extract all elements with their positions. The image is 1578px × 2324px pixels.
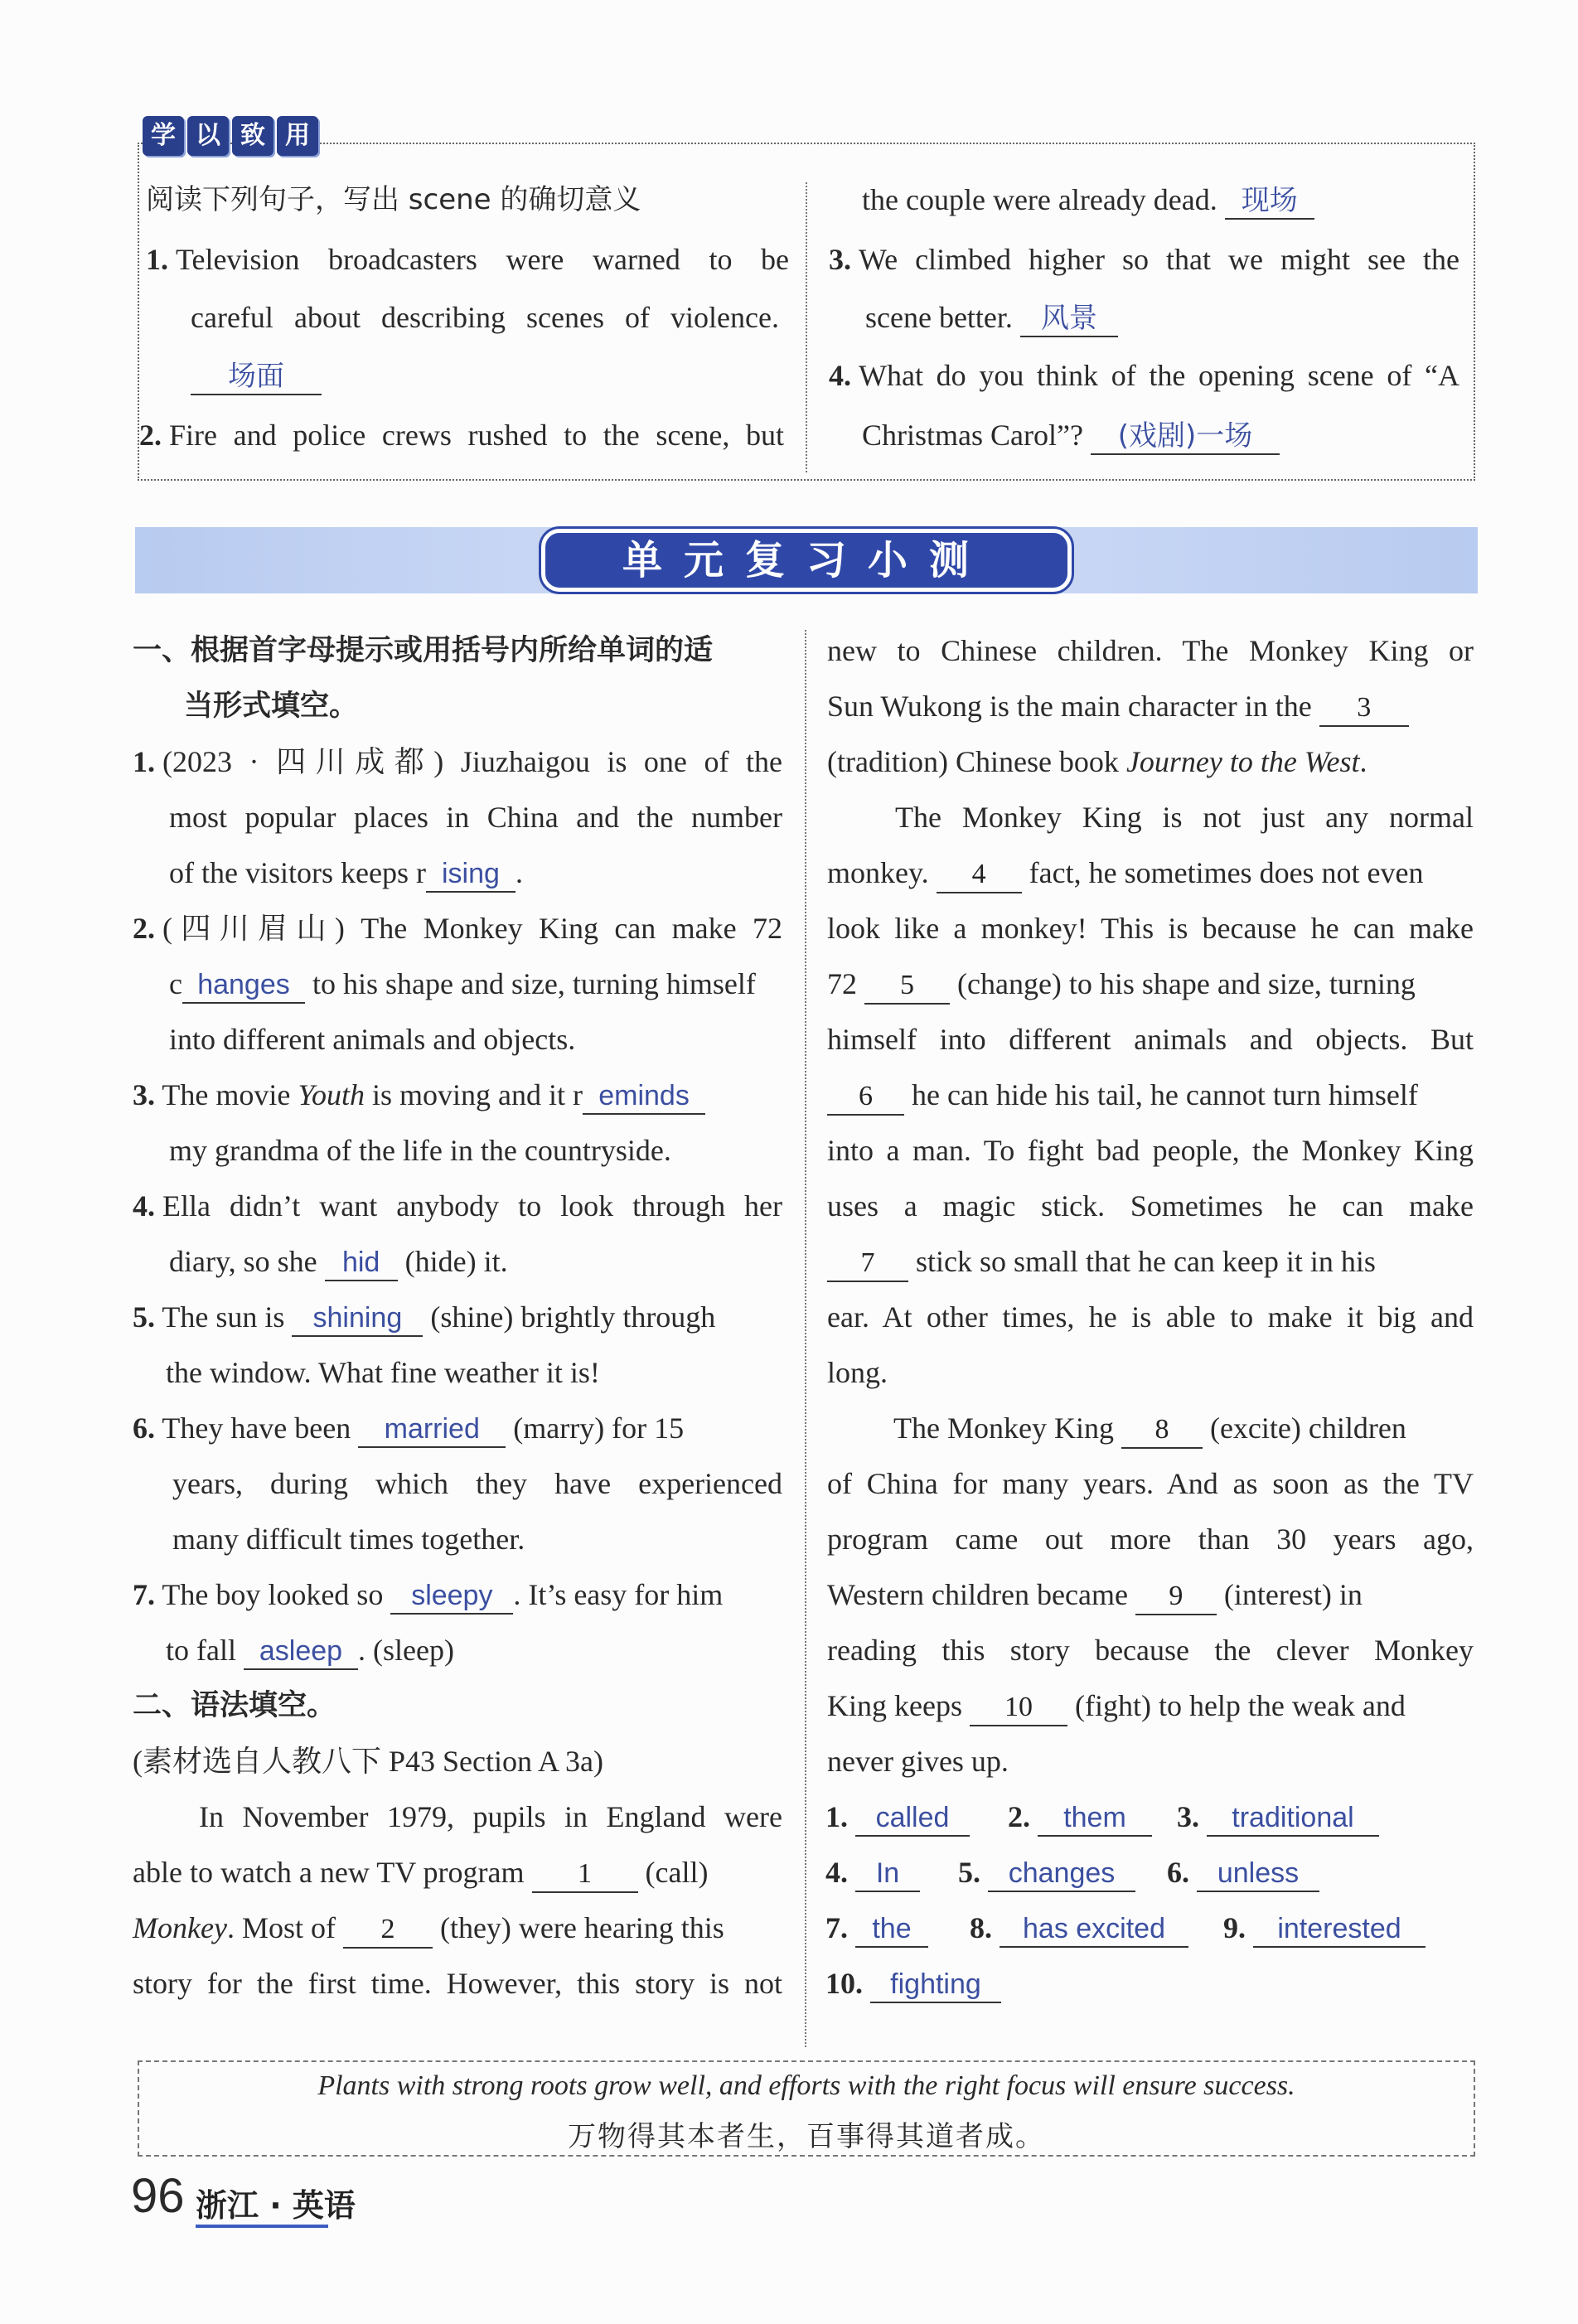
q-num: 1. [825,1800,848,1833]
passage-line [827,956,1416,1012]
q-text [169,845,523,901]
passage-segment: The Monkey King [893,1411,1114,1445]
passage-segment: stick so small that he can keep it in his [916,1245,1376,1278]
q-num: 9. [1223,1911,1246,1944]
passage-line [133,1845,782,1900]
q-text: scene better. [865,301,1013,334]
q-text: into different animals and objects. [169,1023,576,1056]
answer: the [855,1915,928,1948]
q-num: 2. [133,912,155,945]
passage-line: look like a monkey! This is because he can make [827,912,1474,945]
passage-line: himself into different animals and objects. But [827,1023,1474,1056]
passage-segment: (change) to his shape and size, turning [957,967,1416,1000]
blank: 5 [864,971,950,1005]
q-text [166,1623,454,1678]
answer-row [1177,1789,1379,1845]
practice-q2-cont [862,172,1314,228]
practice-q4-cont [862,408,1280,463]
passage-line: uses a magic stick. Sometimes he can make [827,1189,1474,1223]
passage-italic: Journey to the West [1125,745,1360,778]
answer: interested [1253,1915,1426,1948]
passage-segment: able to watch a new TV program [133,1856,525,1889]
answer-row [1167,1845,1319,1900]
q-text: Ella didn’t want anybody to look through her [162,1189,782,1223]
passage-segment: King keeps [827,1689,962,1722]
column-divider [805,630,806,2047]
answer: them [1038,1804,1152,1837]
q-text-segment: is moving and it r [365,1078,583,1111]
passage-line [827,679,1409,734]
q-text [169,1234,508,1290]
q-text: many difficult times together. [172,1523,525,1556]
tag-char: 致 [232,116,273,156]
answer: eminds [583,1082,705,1115]
answer: sleepy [390,1581,513,1615]
q-num: 1. [146,243,168,276]
blank: 7 [827,1249,908,1282]
answer: shining [292,1304,423,1337]
answer-row [970,1900,1188,1956]
passage-segment: fact, he sometimes does not even [1029,856,1424,889]
q-text-segment: They have been [162,1411,351,1445]
passage-line [827,1678,1406,1734]
q-text-segment: The sun is [162,1300,285,1334]
passage-line: of China for many years. And as soon as the TV [827,1467,1474,1500]
quote-chinese: 万物得其本者生，百事得其道者成。 [568,2122,1045,2152]
answer: hanges [182,971,305,1004]
q-text-segment: of the visitors keeps r [169,856,426,889]
blank: 6 [827,1082,904,1116]
answer: called [855,1804,970,1837]
q-text: years, during which they have experienced [172,1467,782,1500]
passage-line [827,1068,1418,1123]
q-text: the couple were already dead. [862,183,1217,216]
passage-segment: (they) were hearing this [439,1911,724,1944]
q-text-segment: (shine) brightly through [430,1300,716,1334]
blank: 3 [1319,694,1409,727]
q-num: 5. [958,1856,980,1889]
q-num: 4. [133,1189,155,1223]
q-num: 3. [133,1078,155,1111]
passage-line: new to Chinese children. The Monkey King or [827,634,1474,667]
tag-char: 用 [277,116,318,156]
q-text-segment: (hide) it. [404,1245,508,1278]
part2-heading: 二、语法填空。 [133,1689,336,1722]
q-text-segment: . [515,856,523,889]
q-text-segment: to fall [166,1634,236,1667]
q-text-italic: Youth [298,1078,365,1111]
answer-row [825,1845,920,1900]
blank: 4 [937,860,1022,893]
answer: hid [325,1248,398,1281]
passage-line: into a man. To fight bad people, the Monkey King [827,1134,1474,1167]
q-text-segment: diary, so she [169,1245,317,1278]
q-text: (2023 · 四川成都) Jiuzhaigou is one of the [162,745,782,778]
practice-q2 [139,408,784,463]
passage-line [827,845,1424,901]
practice-q4 [829,348,1459,404]
practice-q1 [146,232,789,288]
passage-line: (tradition) Chinese book Journey to the West. [827,745,1367,778]
blank: 8 [1121,1416,1203,1449]
q-text-segment: c [169,967,182,1000]
q-num: 8. [970,1911,992,1944]
q-text-segment: . It’s easy for him [513,1578,724,1611]
part1-item-6 [133,1401,684,1456]
passage-line [893,1401,1406,1456]
column-divider [806,182,807,472]
q-num: 7. [133,1578,155,1611]
answer-row [825,1789,970,1845]
q-text: We climbed higher so that we might see the [859,243,1459,276]
practice-q3 [829,232,1459,288]
answer: 场面 [191,362,322,395]
part1-heading-cont: 当形式填空。 [184,690,359,723]
answer: fighting [870,1970,1001,2003]
answer: 现场 [1225,186,1314,220]
passage-segment: (fight) to help the weak and [1074,1689,1406,1722]
passage-line [827,1567,1363,1623]
passage-segment: (call) [645,1856,709,1889]
q-num: 7. [825,1911,848,1944]
part1-item-5 [133,1290,715,1345]
q-text [169,956,756,1012]
answer-row [825,1900,928,1956]
passage-line: ear. At other times, he is able to make it big and [827,1300,1474,1334]
passage-italic: Monkey [133,1911,227,1944]
footer-label: 浙江 · 英语 [196,2187,356,2224]
q-text: most popular places in China and the number [169,801,782,834]
section-title: 单元复习小测 [541,529,1072,592]
q-num: 1. [133,745,155,778]
q-text-segment: to his shape and size, turning himself [312,967,756,1000]
q-text-segment: (marry) for 15 [513,1411,685,1445]
q-text: my grandma of the life in the countryside. [169,1134,671,1167]
answer-row [1223,1900,1426,1956]
part1-item-2 [133,901,782,956]
passage-line: story for the first time. However, this story is not [133,1967,782,2000]
blank: 10 [970,1693,1067,1726]
passage-segment: (interest) in [1223,1578,1363,1611]
part1-item-3 [133,1068,705,1123]
answer: asleep [244,1637,358,1670]
answer: changes [988,1859,1135,1892]
q-text: the window. What fine weather it is! [166,1356,600,1389]
footer-underline [196,2225,328,2228]
passage-segment: Sun Wukong is the main character in the [827,690,1312,723]
blank: 9 [1135,1582,1217,1615]
q-num: 6. [1167,1856,1189,1889]
passage-line: reading this story because the clever Monkey [827,1634,1474,1667]
page-number: 96 [131,2169,185,2223]
answer-row [825,1956,1001,2012]
passage-segment: (tradition) Chinese book [827,745,1126,778]
passage-line: never gives up. [827,1745,1009,1778]
q-num: 4. [825,1856,848,1889]
answer: traditional [1207,1804,1379,1837]
tag-char: 学 [143,116,184,156]
passage-segment: he can hide his tail, he cannot turn himself [912,1078,1418,1111]
part2-source: (素材选自人教八下 P43 Section A 3a) [133,1745,603,1778]
practice-instruction: 阅读下列句子，写出 scene 的确切意义 [146,183,641,216]
q-text: Television broadcasters were warned to be [176,243,789,276]
q-text-segment: . (sleep) [357,1634,454,1667]
passage-line: program came out more than 30 years ago, [827,1523,1474,1556]
quote-box [138,2060,1475,2157]
answer-line [191,348,322,404]
q-text: (四川眉山) The Monkey King can make 72 [162,912,782,945]
answer: (戏剧)一场 [1091,422,1280,455]
blank: 2 [343,1915,433,1949]
q-text-segment: The movie [162,1078,298,1111]
q-text: careful about describing scenes of violence. [191,301,779,334]
q-num: 2. [1008,1800,1030,1833]
q-text: Fire and police crews rushed to the scene, but [169,419,784,452]
q-num: 3. [829,243,851,276]
q-num: 4. [829,359,851,392]
answer: ising [426,859,516,893]
answer: In [855,1859,920,1892]
answer: married [358,1415,506,1448]
passage-line: In November 1979, pupils in England were [199,1800,782,1833]
passage-line [133,1900,724,1956]
passage-segment: (excite) children [1209,1411,1406,1445]
blank: 1 [532,1860,638,1893]
q-num: 10. [825,1967,863,2000]
answer: unless [1197,1859,1319,1892]
q-num: 3. [1177,1800,1199,1833]
q-text-segment: The boy looked so [162,1578,384,1611]
part1-item-7 [133,1567,723,1623]
answer-row [1008,1789,1152,1845]
tag-char: 以 [187,116,229,156]
passage-segment: . Most of [226,1911,336,1944]
q-text: What do you think of the opening scene of “A [859,359,1459,392]
quote-english: Plants with strong roots grow well, and efforts with the right focus will ensure success. [317,2070,1295,2101]
practice-q3-cont [865,290,1118,346]
part1-item-1 [133,734,782,790]
passage-line: The Monkey King is not just any normal [895,801,1474,834]
q-num: 5. [133,1300,155,1334]
passage-segment: Western children became [827,1578,1128,1611]
q-num: 2. [139,419,162,452]
answer-row [958,1845,1135,1900]
part1-item-4 [133,1179,782,1234]
passage-segment: 72 [827,967,857,1000]
practice-tag [143,116,318,156]
q-text: Christmas Carol”? [862,419,1083,452]
answer: 风景 [1020,304,1118,337]
passage-segment: monkey. [827,856,929,889]
passage-line: long. [827,1356,888,1389]
q-num: 6. [133,1411,155,1445]
answer: has excited [1000,1915,1188,1948]
part1-heading: 一、根据首字母提示或用括号内所给单词的适 [133,634,714,667]
passage-line [827,1234,1376,1290]
